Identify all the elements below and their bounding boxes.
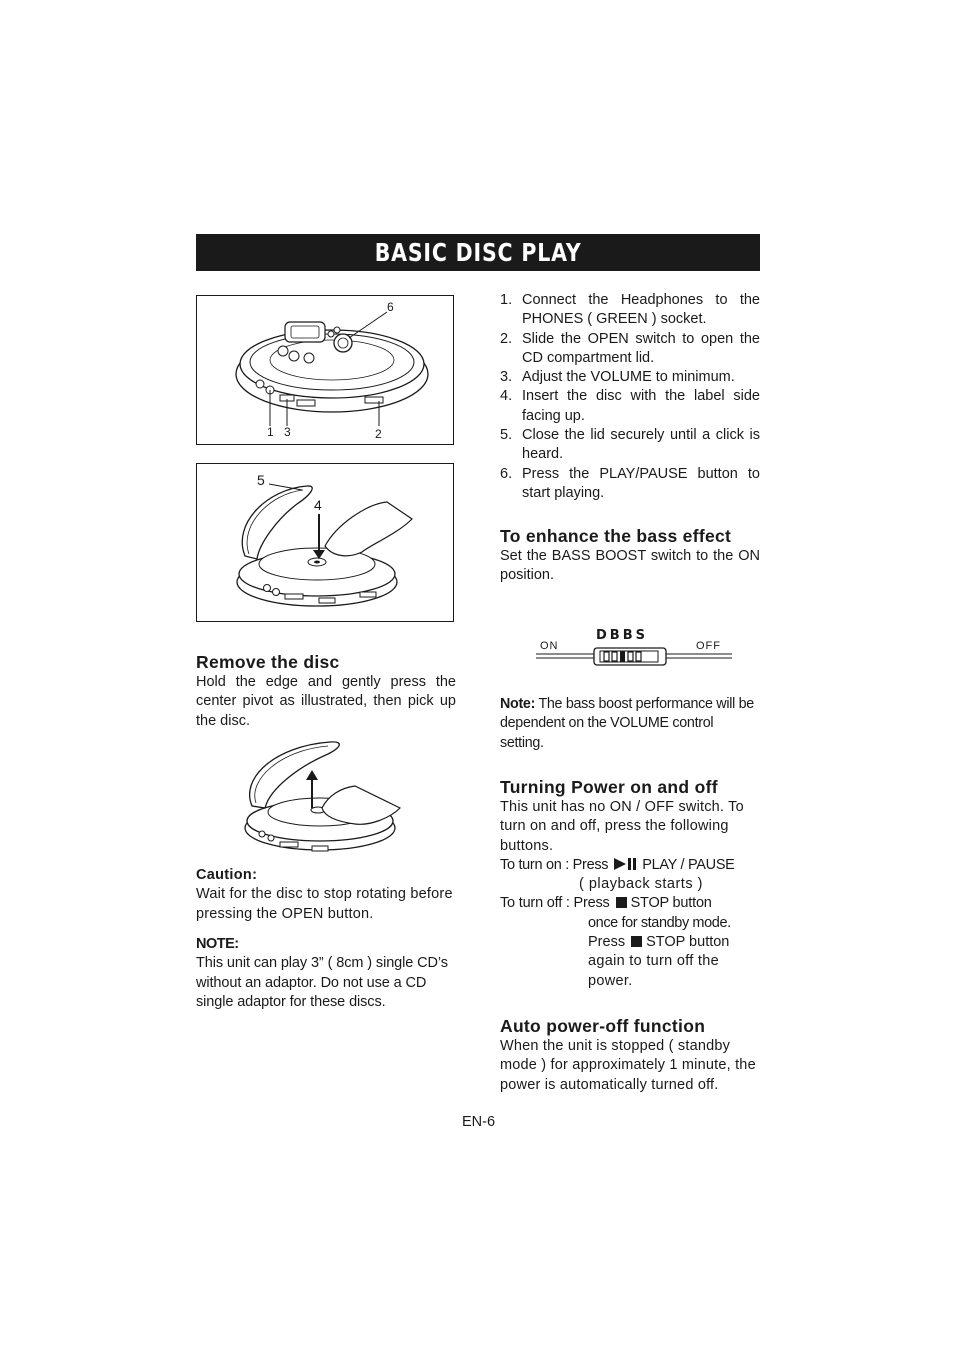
on-label: ON [540, 640, 559, 652]
step-item: 4. Insert the disc with the label side facing up. [500, 388, 760, 424]
callout-2: 2 [375, 427, 382, 441]
turn-off-row: To turn off : Press STOP button [500, 895, 712, 912]
power-heading: Turning Power on and off [500, 777, 718, 797]
remove-section [196, 651, 456, 731]
turn-off-result-1: once for standby mode. [588, 914, 731, 931]
figure-insert-disc [196, 463, 454, 622]
stop-icon [616, 897, 627, 908]
note-adaptor-text: This unit can play 3” ( 8cm ) single CD’s without an adaptor. Do not use a CD single adaptor for these discs. [196, 955, 448, 1010]
caution-text: Wait for the disc to stop rotating before pressing the OPEN button. [196, 886, 453, 922]
remove-disc-illustration [240, 738, 405, 858]
dbbs-switch-diagram [534, 628, 734, 668]
steps-list [500, 291, 760, 503]
step-item: 1. Connect the Headphones to the PHONES ( GREEN ) socket. [500, 292, 760, 328]
remove-heading: Remove the disc [196, 652, 340, 672]
step-item: 2. Slide the OPEN switch to open the CD compartment lid. [500, 330, 760, 366]
bass-section [500, 525, 760, 586]
bass-text: Set the BASS BOOST switch to the ON position. [500, 548, 760, 584]
note-adaptor-label: NOTE: [196, 936, 239, 952]
auto-off-text: When the unit is stopped ( standby mode ) for approximately 1 minute, the power is automatically turned off. [500, 1038, 756, 1093]
callout-3: 3 [284, 425, 291, 439]
figure-player-controls [196, 295, 454, 445]
dbbs-label: DBBS [596, 628, 648, 643]
note-volume-text: The bass boost performance will be dependent on the VOLUME control setting. [500, 696, 754, 751]
step-item: 5. Close the lid securely until a click is heard. [500, 427, 760, 463]
stop-icon [631, 936, 642, 947]
section-title-bar [196, 234, 760, 271]
callout-5: 5 [257, 472, 265, 488]
off-label: OFF [696, 640, 721, 652]
power-section [500, 776, 762, 991]
step-item: 3. Adjust the VOLUME to minimum. [500, 369, 735, 386]
caution-label: Caution: [196, 867, 258, 883]
callout-1: 1 [267, 425, 274, 439]
auto-off-heading: Auto power-off function [500, 1016, 706, 1036]
callout-6: 6 [387, 300, 394, 314]
play-pause-icon [612, 858, 638, 870]
page-title: BASIC DISC PLAY [374, 238, 582, 267]
note-label: Note: [500, 696, 536, 712]
turn-on-row: To turn on : Press PLAY / PAUSE [500, 856, 735, 873]
turn-off-result-2: again to turn off the power. [588, 953, 719, 989]
auto-off-section [500, 1015, 762, 1095]
step-item: 6. Press the PLAY/PAUSE button to start playing. [500, 465, 760, 501]
page-number: EN-6 [462, 1114, 496, 1130]
cd-player-illustration [197, 296, 452, 443]
callout-4: 4 [314, 497, 322, 513]
note-volume [500, 695, 760, 753]
note-adaptor-section [196, 935, 458, 1012]
power-intro: This unit has no ON / OFF switch. To turn on and off, press the following buttons. [500, 799, 744, 854]
insert-disc-illustration [197, 464, 452, 620]
press-again-row: Press STOP button [588, 934, 730, 951]
switch-icon [534, 646, 734, 668]
remove-text: Hold the edge and gently press the center pivot as illustrated, then pick up the disc. [196, 674, 456, 729]
caution-section [196, 866, 458, 924]
bass-heading: To enhance the bass effect [500, 526, 732, 546]
figure-remove-disc [240, 738, 405, 858]
turn-on-result: ( playback starts ) [579, 876, 703, 893]
